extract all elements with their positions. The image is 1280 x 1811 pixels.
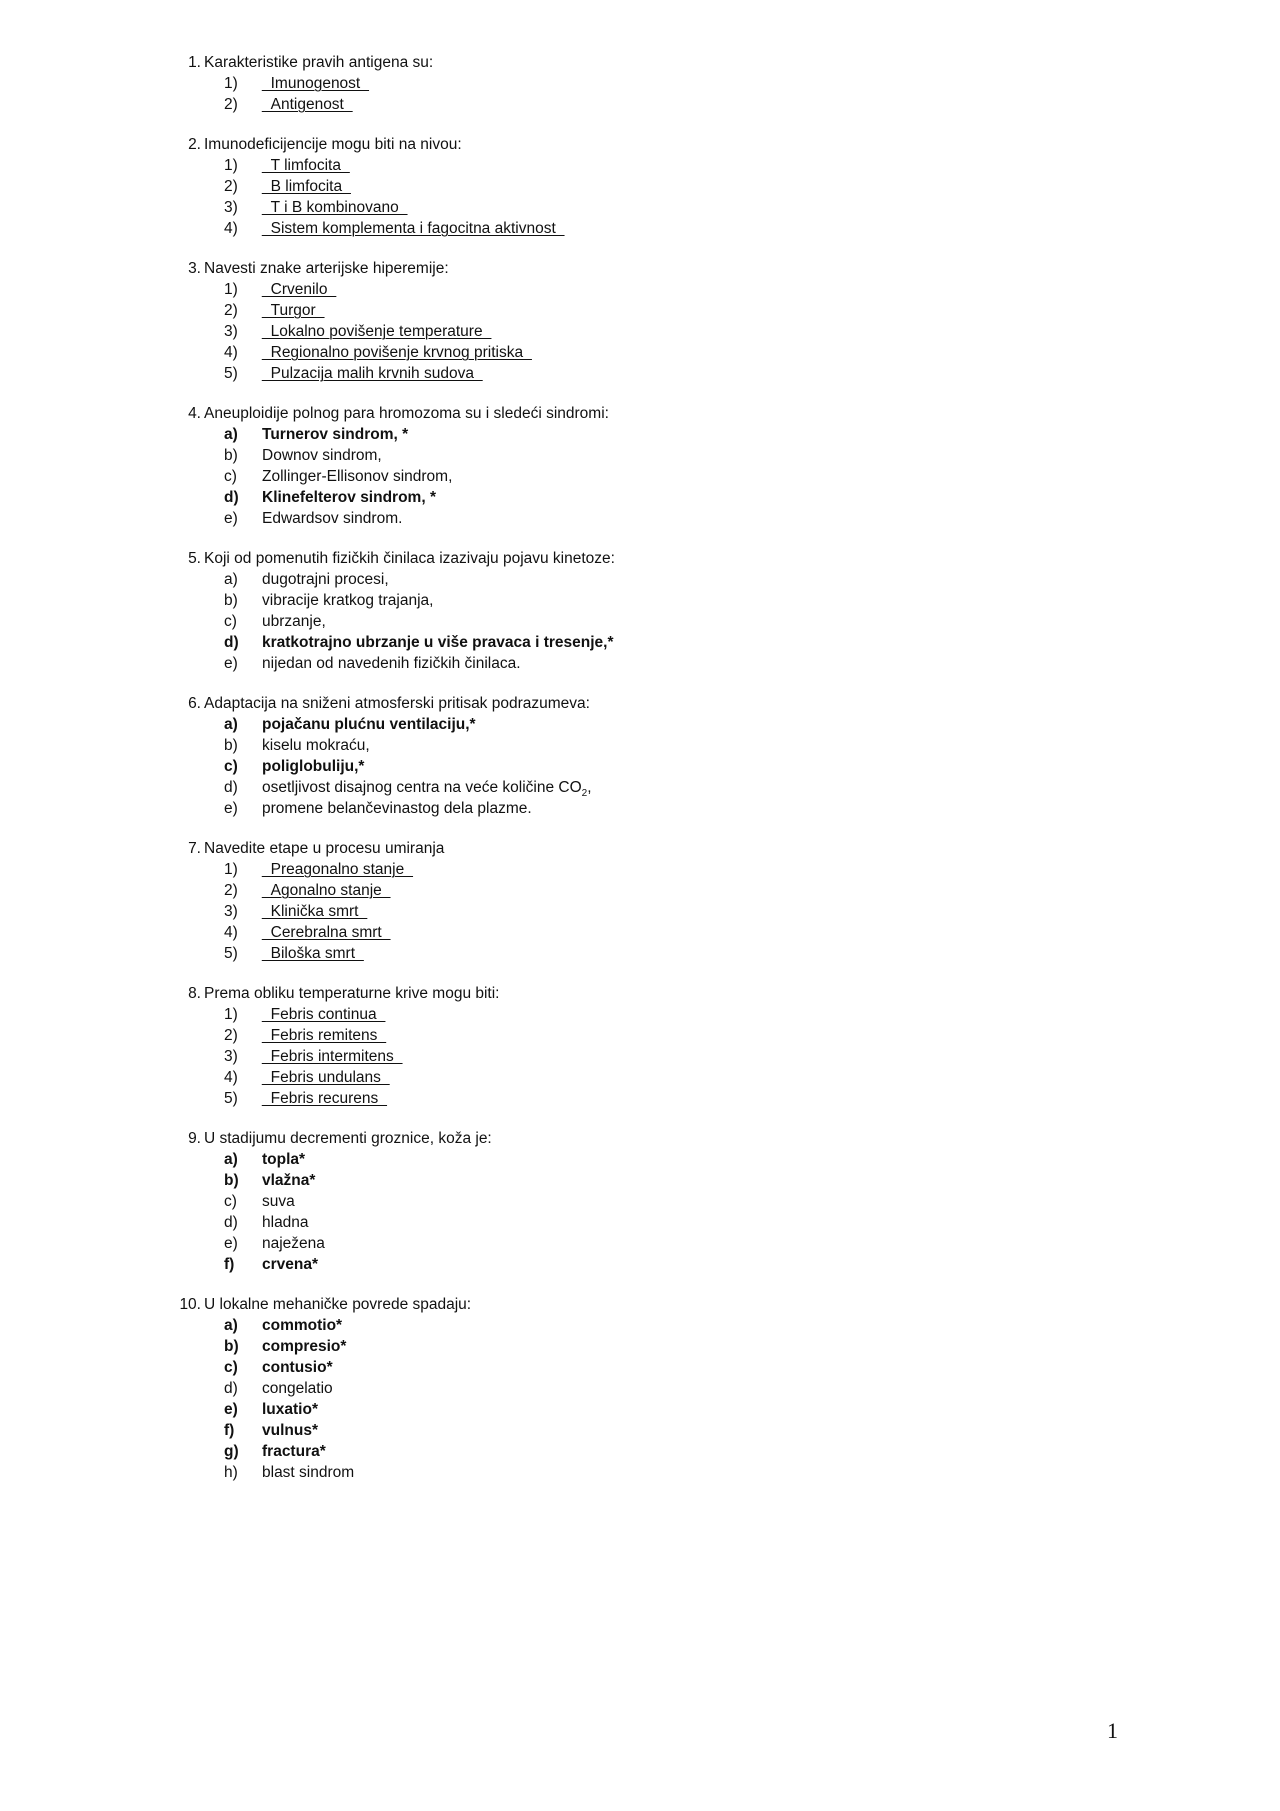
- item-text: _Turgor_: [262, 302, 325, 319]
- item-text: dugotrajni procesi,: [262, 571, 389, 588]
- question-title: [0, 983, 1280, 1004]
- answer-item: [0, 218, 1280, 239]
- item-marker: 2): [224, 302, 238, 319]
- question-text: U lokalne mehaničke povrede spadaju:: [204, 1296, 472, 1313]
- item-text: _Febris intermitens_: [262, 1048, 403, 1065]
- option-item: [0, 1170, 1280, 1191]
- answer-item: [0, 859, 1280, 880]
- question-number: 3.: [188, 260, 201, 277]
- answer-item: [0, 155, 1280, 176]
- item-text: poliglobuliju,*: [262, 758, 365, 775]
- question-text: Prema obliku temperaturne krive mogu biti:: [204, 985, 500, 1002]
- answer-item: [0, 176, 1280, 197]
- item-marker: 2): [224, 882, 238, 899]
- item-marker: 2): [224, 1027, 238, 1044]
- item-marker: f): [224, 1422, 235, 1439]
- item-marker: e): [224, 1401, 238, 1418]
- answer-item: [0, 73, 1280, 94]
- item-marker: 1): [224, 861, 238, 878]
- question-block: [0, 548, 1280, 674]
- item-text: pojačanu plućnu ventilaciju,*: [262, 716, 476, 733]
- item-text: _Crvenilo_: [262, 281, 337, 298]
- item-marker: f): [224, 1256, 235, 1273]
- item-marker: e): [224, 510, 238, 527]
- question-number: 8.: [188, 985, 201, 1002]
- item-text: _Pulzacija malih krvnih sudova_: [262, 365, 483, 382]
- question-text: Koji od pomenutih fizičkih činilaca izazivaju pojavu kinetoze:: [204, 550, 615, 567]
- item-marker: 5): [224, 945, 238, 962]
- item-text: _Regionalno povišenje krvnog pritiska_: [262, 344, 532, 361]
- option-item: [0, 611, 1280, 632]
- option-item: [0, 569, 1280, 590]
- option-item: [0, 1315, 1280, 1336]
- question-text: Navedite etape u procesu umiranja: [204, 840, 445, 857]
- item-text: _Antigenost_: [262, 96, 353, 113]
- option-item: [0, 1420, 1280, 1441]
- item-marker: 4): [224, 1069, 238, 1086]
- item-marker: b): [224, 1172, 239, 1189]
- question-title: [0, 1128, 1280, 1149]
- item-text: Zollinger-Ellisonov sindrom,: [262, 468, 453, 485]
- item-text: fractura*: [262, 1443, 326, 1460]
- item-text: Downov sindrom,: [262, 447, 382, 464]
- question-block: [0, 1128, 1280, 1275]
- option-item: [0, 466, 1280, 487]
- question-text: U stadijumu decrementi groznice, koža je:: [204, 1130, 492, 1147]
- item-text: luxatio*: [262, 1401, 318, 1418]
- question-title: [0, 838, 1280, 859]
- item-text: ubrzanje,: [262, 613, 326, 630]
- item-marker: g): [224, 1443, 239, 1460]
- question-title: [0, 403, 1280, 424]
- question-block: [0, 134, 1280, 239]
- question-number: 2.: [188, 136, 201, 153]
- question-title: [0, 693, 1280, 714]
- answer-item: [0, 922, 1280, 943]
- answer-item: [0, 342, 1280, 363]
- item-text: kiselu mokraću,: [262, 737, 370, 754]
- item-marker: d): [224, 1380, 238, 1397]
- option-item: [0, 590, 1280, 611]
- item-marker: 5): [224, 1090, 238, 1107]
- item-marker: 3): [224, 323, 238, 340]
- option-item: [0, 1336, 1280, 1357]
- item-marker: 5): [224, 365, 238, 382]
- item-marker: 4): [224, 344, 238, 361]
- item-text: _Preagonalno stanje_: [262, 861, 413, 878]
- item-text: _Klinička smrt_: [262, 903, 368, 920]
- item-text: compresio*: [262, 1338, 347, 1355]
- option-item: [0, 487, 1280, 508]
- question-title: [0, 52, 1280, 73]
- question-number: 9.: [188, 1130, 201, 1147]
- item-text: commotio*: [262, 1317, 343, 1334]
- item-text: _Febris recurens_: [262, 1090, 387, 1107]
- option-item: [0, 735, 1280, 756]
- item-text: hladna: [262, 1214, 309, 1231]
- item-marker: 4): [224, 220, 238, 237]
- item-text: _T limfocita_: [262, 157, 350, 174]
- item-marker: b): [224, 592, 238, 609]
- page-number: 1: [1107, 1718, 1118, 1743]
- item-marker: b): [224, 447, 238, 464]
- question-block: [0, 838, 1280, 964]
- item-marker: 1): [224, 281, 238, 298]
- item-text: _Febris remitens_: [262, 1027, 387, 1044]
- item-text-suffix: ,: [587, 779, 592, 796]
- option-item: [0, 1254, 1280, 1275]
- item-text: _Lokalno povišenje temperature_: [262, 323, 492, 340]
- question-number: 4.: [188, 405, 201, 422]
- question-text: Imunodeficijencije mogu biti na nivou:: [204, 136, 462, 153]
- item-marker: 3): [224, 199, 238, 216]
- answer-item: [0, 1025, 1280, 1046]
- question-title: [0, 258, 1280, 279]
- item-text: Klinefelterov sindrom, *: [262, 489, 436, 506]
- option-item: [0, 1399, 1280, 1420]
- option-item: [0, 1212, 1280, 1233]
- option-item: [0, 1191, 1280, 1212]
- item-marker: e): [224, 1235, 238, 1252]
- item-text: nijedan od navedenih fizičkih činilaca.: [262, 655, 521, 672]
- item-text: blast sindrom: [262, 1464, 355, 1481]
- option-item: [0, 1441, 1280, 1462]
- item-marker: a): [224, 1317, 238, 1334]
- question-title: [0, 134, 1280, 155]
- item-text: kratkotrajno ubrzanje u više pravaca i tresenje,*: [262, 634, 614, 651]
- option-item: [0, 777, 1280, 798]
- option-item: [0, 798, 1280, 819]
- item-marker: a): [224, 1151, 238, 1168]
- question-title: [0, 1294, 1280, 1315]
- question-list: [0, 52, 1280, 1502]
- answer-item: [0, 363, 1280, 384]
- subscript: 2: [581, 788, 588, 800]
- item-text: crvena*: [262, 1256, 319, 1273]
- option-item: [0, 1378, 1280, 1399]
- question-block: [0, 258, 1280, 384]
- item-text: vlažna*: [262, 1172, 316, 1189]
- option-item: [0, 714, 1280, 735]
- question-number: 5.: [188, 550, 201, 567]
- item-marker: e): [224, 800, 238, 817]
- item-text: _Imunogenost_: [262, 75, 369, 92]
- question-title: [0, 548, 1280, 569]
- question-text: Aneuploidije polnog para hromozoma su i sledeći sindromi:: [204, 405, 609, 422]
- answer-item: [0, 197, 1280, 218]
- answer-item: [0, 279, 1280, 300]
- item-marker: e): [224, 655, 238, 672]
- question-text: Karakteristike pravih antigena su:: [204, 54, 434, 71]
- item-marker: c): [224, 758, 238, 775]
- item-marker: 1): [224, 1006, 238, 1023]
- item-marker: c): [224, 1193, 237, 1210]
- item-marker: d): [224, 489, 239, 506]
- item-text: contusio*: [262, 1359, 333, 1376]
- answer-item: [0, 1004, 1280, 1025]
- item-text: _Febris undulans_: [262, 1069, 390, 1086]
- question-block: [0, 983, 1280, 1109]
- item-marker: 1): [224, 157, 238, 174]
- option-item: [0, 445, 1280, 466]
- item-marker: 4): [224, 924, 238, 941]
- question-block: [0, 403, 1280, 529]
- item-marker: d): [224, 1214, 238, 1231]
- item-marker: a): [224, 426, 238, 443]
- item-marker: d): [224, 779, 238, 796]
- question-number: 1.: [188, 54, 201, 71]
- option-item: [0, 1462, 1280, 1483]
- item-text: Edwardsov sindrom.: [262, 510, 403, 527]
- answer-item: [0, 1088, 1280, 1109]
- item-text: _B limfocita_: [262, 178, 351, 195]
- item-text: _Biloška smrt_: [262, 945, 364, 962]
- option-item: [0, 424, 1280, 445]
- option-item: [0, 756, 1280, 777]
- question-number: 6.: [188, 695, 201, 712]
- item-text: vibracije kratkog trajanja,: [262, 592, 434, 609]
- option-item: [0, 632, 1280, 653]
- item-text: congelatio: [262, 1380, 333, 1397]
- item-text: _Febris continua_: [262, 1006, 386, 1023]
- answer-item: [0, 321, 1280, 342]
- question-block: [0, 1294, 1280, 1483]
- item-marker: a): [224, 571, 238, 588]
- answer-item: [0, 94, 1280, 115]
- item-text: suva: [262, 1193, 295, 1210]
- question-text: Adaptacija na sniženi atmosferski pritisak podrazumeva:: [204, 695, 590, 712]
- question-text: Navesti znake arterijske hiperemije:: [204, 260, 449, 277]
- answer-item: [0, 901, 1280, 922]
- option-item: [0, 508, 1280, 529]
- question-number: 7.: [188, 840, 201, 857]
- option-item: [0, 1233, 1280, 1254]
- question-number: 10.: [179, 1296, 201, 1313]
- item-marker: c): [224, 1359, 238, 1376]
- item-text: _Cerebralna smrt_: [262, 924, 391, 941]
- item-marker: 1): [224, 75, 238, 92]
- answer-item: [0, 1046, 1280, 1067]
- item-text: naježena: [262, 1235, 325, 1252]
- answer-item: [0, 1067, 1280, 1088]
- item-marker: a): [224, 716, 238, 733]
- item-marker: 2): [224, 96, 238, 113]
- item-marker: b): [224, 737, 238, 754]
- answer-item: [0, 943, 1280, 964]
- item-text: [262, 777, 592, 798]
- item-text: promene belančevinastog dela plazme.: [262, 800, 532, 817]
- item-marker: c): [224, 468, 237, 485]
- item-marker: h): [224, 1464, 238, 1481]
- answer-item: [0, 880, 1280, 901]
- option-item: [0, 1357, 1280, 1378]
- item-text: _Agonalno stanje_: [262, 882, 391, 899]
- item-marker: c): [224, 613, 237, 630]
- item-text: _Sistem komplementa i fagocitna aktivnost_: [262, 220, 565, 237]
- item-text-main: osetljivost disajnog centra na veće količine CO: [262, 779, 582, 796]
- question-block: [0, 52, 1280, 115]
- item-text: _T i B kombinovano_: [262, 199, 408, 216]
- option-item: [0, 653, 1280, 674]
- item-marker: 2): [224, 178, 238, 195]
- option-item: [0, 1149, 1280, 1170]
- item-text: vulnus*: [262, 1422, 318, 1439]
- item-marker: 3): [224, 903, 238, 920]
- item-marker: b): [224, 1338, 239, 1355]
- question-block: [0, 693, 1280, 819]
- item-marker: d): [224, 634, 239, 651]
- answer-item: [0, 300, 1280, 321]
- item-text: topla*: [262, 1151, 306, 1168]
- item-marker: 3): [224, 1048, 238, 1065]
- item-text: Turnerov sindrom, *: [262, 426, 409, 443]
